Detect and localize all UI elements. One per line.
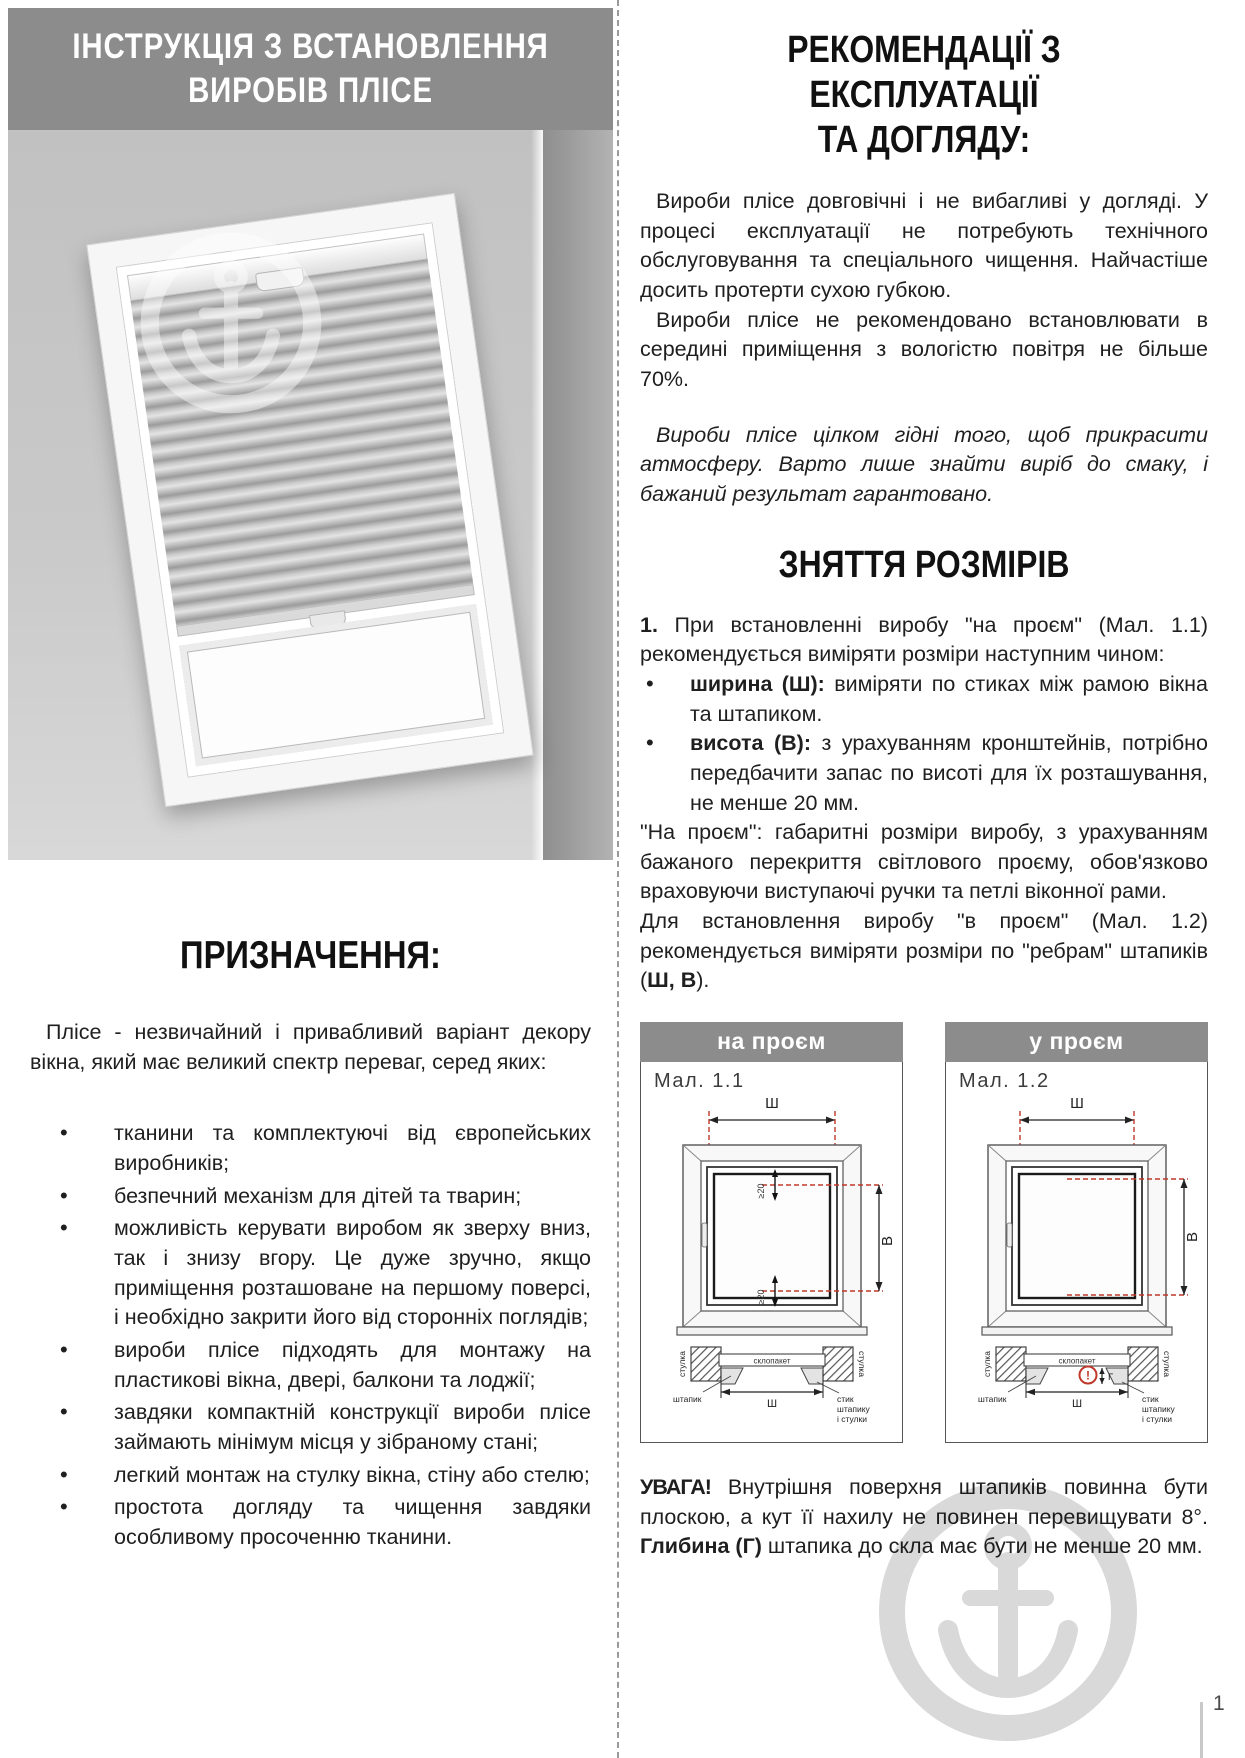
list-item: • висота (В): з урахуванням кронштейнів, потрібно передбачити запас по висоті для їх розташування, не менше 20 мм. bbox=[646, 730, 1208, 815]
depth-label: Г bbox=[1107, 1372, 1113, 1384]
footer-rule bbox=[1200, 1702, 1203, 1758]
measure-step-1: 1. При встановленні виробу "на проєм" (Мал. 1.1) рекомендується виміряти розміри наступним чином: bbox=[640, 612, 1208, 667]
svg-text:і стулки: і стулки bbox=[836, 1414, 867, 1425]
glazing-label: склопакет bbox=[752, 1356, 791, 1366]
list-item: • ширина (Ш): виміряти по стиках між рамою вікна та штапиком. bbox=[646, 670, 1208, 726]
window-frame-drawing bbox=[677, 1145, 867, 1335]
purpose-bullet-list bbox=[30, 1119, 591, 1552]
attention-label: УВАГА! bbox=[640, 1475, 711, 1500]
care-paragraph-3: Вироби плісе цілком гідні того, щоб прикрасити атмосферу. Варто лише знайти виріб до смаку, і бажаний результат гарантовано. bbox=[640, 422, 1208, 506]
bullet-icon: • bbox=[60, 1399, 68, 1425]
list-item: • безпечний механізм для дітей та тварин; bbox=[30, 1182, 591, 1212]
list-item: • легкий монтаж на стулку вікна, стіну або стелю; bbox=[30, 1461, 591, 1491]
bullet-icon: • bbox=[60, 1120, 68, 1146]
window-frame-drawing bbox=[982, 1145, 1172, 1335]
list-item: • можливість керувати виробом як зверху вниз, так і знизу вгору. Це дуже зручно, якщо приміщення розташоване на першому поверсі, і необхідно закрити його від сторонніх поглядів; bbox=[60, 1215, 591, 1330]
list-item: • завдяки компактній конструкції вироби плісе займають мінімум місця у зібраному стані; bbox=[60, 1399, 591, 1454]
figure-2-header: у проєм bbox=[945, 1022, 1208, 1062]
figure-1-header: на проєм bbox=[640, 1022, 903, 1062]
brand-watermark-icon bbox=[126, 218, 336, 428]
svg-text:≥20: ≥20 bbox=[755, 1183, 766, 1199]
left-column bbox=[8, 8, 613, 1556]
sash-label-right: стулка bbox=[856, 1351, 867, 1378]
height-label: В bbox=[1183, 1232, 1201, 1243]
measure-heading: ЗНЯТТЯ РОЗМІРІВ bbox=[778, 543, 1070, 586]
list-item: • тканини та комплектуючі від європейських виробників; bbox=[60, 1120, 591, 1175]
left-title-line1: ІНСТРУКЦІЯ З ВСТАНОВЛЕННЯ bbox=[72, 27, 549, 66]
care-paragraph-2: Вироби плісе не рекомендовано встановлювати в середині приміщення з вологістю повітря не більше 70%. bbox=[640, 307, 1208, 391]
bead-cross-section bbox=[673, 1347, 871, 1424]
list-item: • простота догляду та чищення завдяки особливому просоченню тканини. bbox=[60, 1494, 591, 1549]
left-title-line2: ВИРОБІВ ПЛІСЕ bbox=[188, 71, 433, 110]
measure-paragraph-na: "На проєм": габаритні розміри виробу, з урахуванням бажаного перекриття світлового проєму, обов'язково враховуючи виступаючі ручки та петлі віконної рами. bbox=[640, 820, 1208, 904]
warning-icon bbox=[1079, 1367, 1096, 1384]
height-label: В bbox=[878, 1236, 896, 1247]
svg-text:і стулки: і стулки bbox=[1141, 1414, 1172, 1425]
bullet-icon: • bbox=[646, 730, 654, 756]
left-header-banner bbox=[8, 8, 613, 130]
svg-text:Ш: Ш bbox=[766, 1398, 777, 1411]
sash-label-right: стулка bbox=[1161, 1351, 1172, 1378]
measure-paragraph-v: Для встановлення виробу "в проєм" (Мал. 1.2) рекомендується виміряти розміри по "ребрам" штапиків (Ш, В). bbox=[640, 909, 1208, 993]
bullet-icon: • bbox=[60, 1215, 68, 1241]
right-column bbox=[640, 28, 1208, 1562]
purpose-section bbox=[8, 934, 613, 1553]
figure-na-proem bbox=[640, 1022, 903, 1443]
bullet-icon: • bbox=[60, 1336, 68, 1362]
figures-row bbox=[640, 1022, 1208, 1443]
pleated-blind-photo bbox=[8, 130, 613, 860]
width-label: Ш bbox=[1069, 1095, 1084, 1113]
list-item: • вироби плісе підходять для монтажу на пластикові вікна, двері, балкони та лоджії; bbox=[60, 1336, 591, 1392]
sash-label-left: стулка bbox=[676, 1351, 687, 1378]
figure-u-proem bbox=[945, 1022, 1208, 1443]
bullet-icon: • bbox=[60, 1461, 68, 1487]
purpose-heading: ПРИЗНАЧЕННЯ: bbox=[180, 934, 441, 977]
step-number: 1. bbox=[640, 612, 658, 637]
bullet-icon: • bbox=[60, 1182, 68, 1208]
svg-text:стик: стик bbox=[1141, 1394, 1159, 1405]
figure-1-caption: Мал. 1.1 bbox=[654, 1070, 745, 1093]
glazing-label: склопакет bbox=[1057, 1356, 1096, 1366]
bullet-icon: • bbox=[60, 1494, 68, 1520]
bead-label: штапик bbox=[977, 1394, 1006, 1405]
svg-text:≥20: ≥20 bbox=[755, 1289, 766, 1305]
svg-text:!: ! bbox=[1085, 1368, 1090, 1383]
care-heading: РЕКОМЕНДАЦІЇ З ЕКСПЛУАТАЦІЇ ТА ДОГЛЯДУ: bbox=[787, 29, 1061, 161]
svg-text:штапику: штапику bbox=[1141, 1404, 1175, 1415]
attention-paragraph: УВАГА! Внутрішня поверхня штапиків повинна бути плоскою, а кут її нахилу не повинен перевищувати 8°. Глибина (Г) штапика до скла має бути не менше 20 мм. bbox=[640, 1475, 1208, 1559]
care-paragraph-1: Вироби плісе довговічні і не вибагливі у догляді. У процесі експлуатації не потребують технічного обслуговування та спеціального чищення. Найчастіше досить протерти сухою губкою. bbox=[640, 189, 1208, 302]
bullet-icon: • bbox=[646, 670, 654, 696]
column-divider bbox=[617, 0, 619, 1758]
purpose-intro: Плісе - незвичайний і привабливий варіант декору вікна, який має великий спектр переваг, серед яких: bbox=[30, 1020, 591, 1074]
svg-text:штапику: штапику bbox=[836, 1404, 870, 1415]
svg-text:стик: стик bbox=[836, 1394, 854, 1405]
sash-label-left: стулка bbox=[981, 1351, 992, 1378]
figure-2-caption: Мал. 1.2 bbox=[959, 1070, 1050, 1093]
measure-bullet-list bbox=[640, 670, 1208, 818]
bead-label: штапик bbox=[672, 1394, 701, 1405]
bead-cross-section bbox=[978, 1347, 1176, 1424]
window-measure-diagram-1 bbox=[647, 1093, 897, 1438]
window-measure-diagram-2 bbox=[952, 1093, 1202, 1438]
svg-text:Ш: Ш bbox=[1071, 1398, 1082, 1411]
wall-corner bbox=[543, 130, 613, 860]
page-number: 1 bbox=[1213, 1692, 1225, 1715]
width-label: Ш bbox=[764, 1095, 779, 1113]
